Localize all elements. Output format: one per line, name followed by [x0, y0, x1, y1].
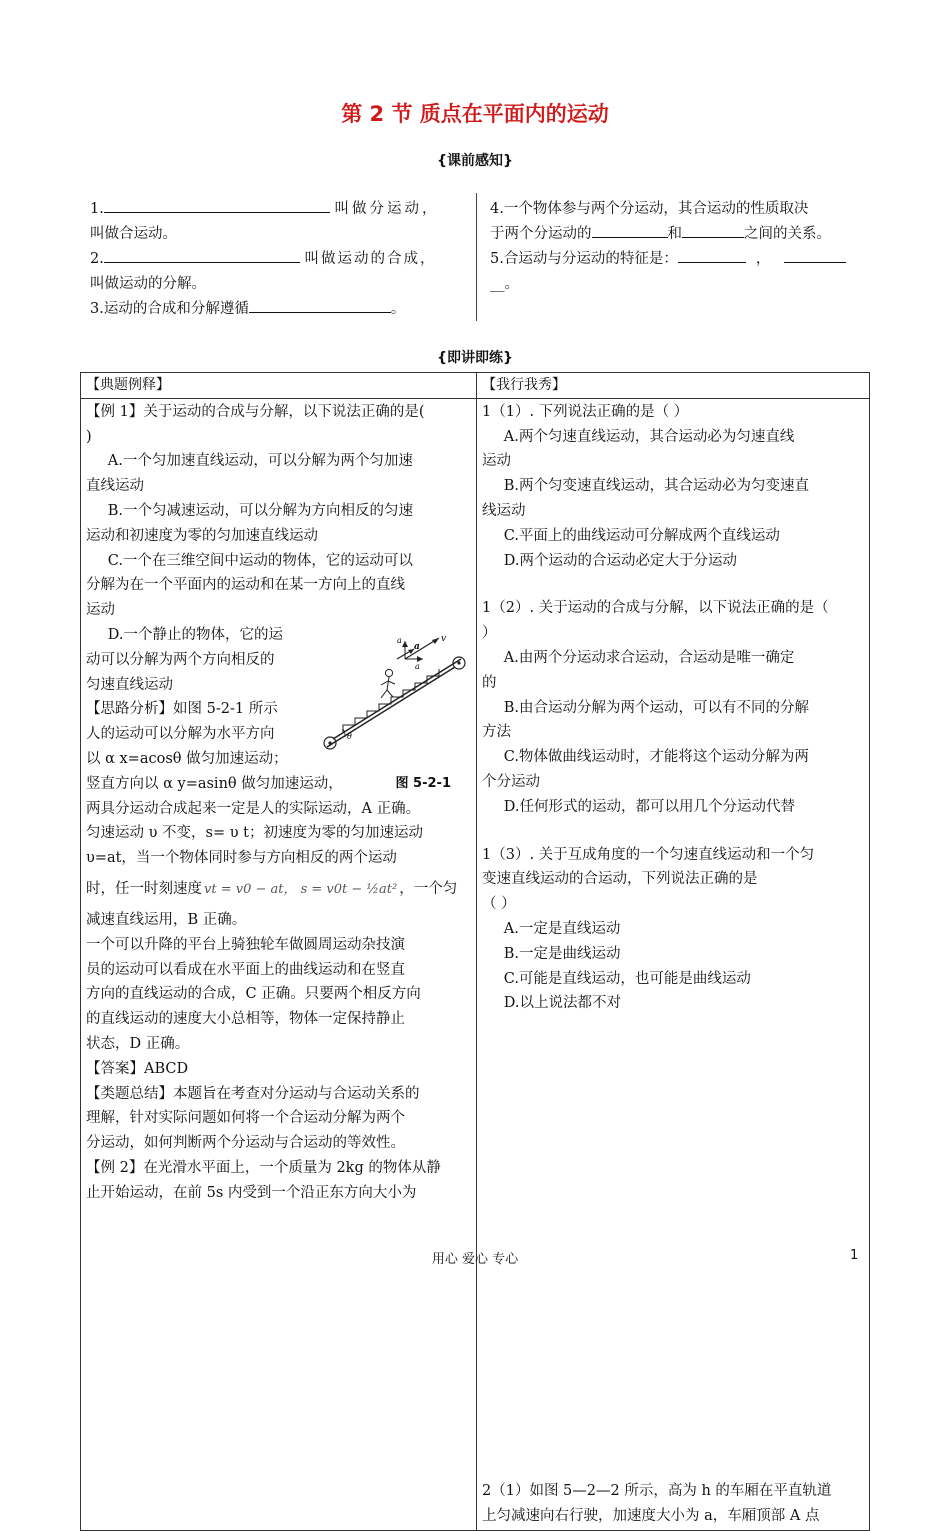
- example-line: 止开始运动，在前 5s 内受到一个沿正东方向大小为: [86, 1184, 417, 1201]
- page-footer: 用心 爱心 专心: [431, 1252, 519, 1267]
- example-line: υ=at，当一个物体同时参与方向相反的两个运动: [86, 850, 397, 867]
- practice-line: 1（2）. 关于运动的合成与分解，以下说法正确的是（: [482, 600, 829, 617]
- practice-line: 1（3）. 关于互成角度的一个匀速直线运动和一个匀: [482, 846, 815, 863]
- example-line: 匀速运动 υ 不变，s= υ t；初速度为零的匀加速运动: [86, 825, 423, 842]
- practice-line: 的: [482, 674, 497, 691]
- example-line: 运动: [86, 602, 115, 619]
- answer-blank[interactable]: [104, 248, 300, 263]
- answer-blank[interactable]: [784, 248, 846, 263]
- example-line: 【答案】ABCD: [86, 1060, 189, 1077]
- example-line: 一个可以升降的平台上骑独轮车做圆周运动杂技演: [86, 936, 405, 953]
- examples-cell: [81, 398, 477, 1530]
- question-3: 3.运动的合成和分解遵循 。: [90, 297, 450, 322]
- example-line: 运动和初速度为零的匀加速直线运动: [86, 527, 318, 544]
- answer-blank[interactable]: [592, 223, 668, 238]
- practice-cell: [477, 398, 870, 1530]
- svg-text:v: v: [441, 633, 447, 644]
- practice-line: 方法: [482, 724, 511, 741]
- example-line: 【思路分析】如图 5-2-1 所示: [86, 701, 278, 718]
- svg-text:θ: θ: [347, 731, 352, 741]
- example-line: 的直线运动的速度大小总相等，物体一定保持静止: [86, 1011, 405, 1028]
- svg-text:a: a: [397, 635, 402, 645]
- example-line: ): [86, 428, 92, 445]
- practice-line: D.以上说法都不对: [503, 995, 621, 1012]
- practice-line: 个分运动: [482, 773, 540, 790]
- practice-line: C.平面上的曲线运动可分解成两个直线运动: [503, 527, 780, 544]
- example-line: 减速直线运用，B 正确。: [86, 911, 247, 928]
- question-5-cont: __。: [490, 276, 519, 292]
- practice-line: （ ）: [482, 896, 516, 913]
- practice-line: 上匀减速向右行驶，加速度大小为 a，车厢顶部 A 点: [482, 1507, 820, 1524]
- practice-line: A.由两个分运动求合运动，合运动是唯一确定: [503, 649, 795, 666]
- preview-right-column: [490, 197, 870, 297]
- practice-line: A.一定是直线运动: [503, 920, 621, 937]
- example-line: 分运动，如何判断两个分运动与合运动的等效性。: [86, 1135, 405, 1152]
- example-line: 两具分运动合成起来一定是人的实际运动，A 正确。: [86, 800, 421, 817]
- question-4-cont: 于两个分运动的 和 之间的关系。: [490, 222, 870, 247]
- example-line: 动可以分解为两个方向相反的: [86, 651, 275, 668]
- example-line: 分解为在一个平面内的运动和在某一方向上的直线: [86, 577, 405, 594]
- page-number: 1: [850, 1248, 859, 1263]
- answer-blank[interactable]: [678, 248, 746, 263]
- example-line: 直线运动: [86, 478, 144, 495]
- example-line: C.一个在三维空间中运动的物体，它的运动可以: [107, 552, 413, 569]
- example-line: 【类题总结】本题旨在考查对分运动与合运动关系的: [86, 1085, 420, 1102]
- question-1-cont: 叫做合运动。: [90, 226, 177, 242]
- practice-line: D.两个运动的合运动必定大于分运动: [503, 552, 737, 569]
- question-2: 2. 叫做运动的合成，: [90, 247, 450, 272]
- question-4: 4.一个物体参与两个分运动，其合运动的性质取决: [490, 201, 809, 217]
- example-line: 【例 1】关于运动的合成与分解，以下说法正确的是(: [86, 403, 425, 420]
- example-line: 匀速直线运动: [86, 676, 173, 693]
- answer-blank[interactable]: [104, 198, 330, 213]
- practice-line: ）: [482, 625, 497, 642]
- example-line: 人的运动可以分解为水平方向: [86, 726, 275, 743]
- example-line: 【例 2】在光滑水平面上，一个质量为 2kg 的物体从静: [86, 1159, 441, 1176]
- practice-line: A.两个匀速直线运动，其合运动必为匀速直线: [503, 428, 795, 445]
- example-line: D.一个静止的物体，它的运: [107, 626, 283, 643]
- figure-caption: 图 5-2-1: [395, 775, 451, 791]
- example-line: 竖直方向以 α y=asinθ 做匀加速运动， 图 5-2-1: [86, 772, 471, 797]
- preview-heading: {课前感知}: [437, 153, 513, 169]
- velocity-formula: vt = v0 − at， s = v0t − ½at²: [204, 881, 398, 897]
- example-line: 理解，针对实际问题如何将一个合运动分解为两个: [86, 1110, 405, 1127]
- page-title: 第 2 节 质点在平面内的运动: [341, 102, 609, 126]
- practice-line: 1（1）. 下列说法正确的是（ ）: [482, 403, 689, 420]
- answer-blank[interactable]: [682, 223, 744, 238]
- svg-text:a: a: [414, 641, 420, 652]
- preview-left-column: [90, 197, 450, 322]
- practice-table: [80, 372, 870, 1531]
- question-1: 1. 叫做分运动，: [90, 197, 450, 222]
- example-line: 员的运动可以看成在水平面上的曲线运动和在竖直: [86, 961, 405, 978]
- answer-blank[interactable]: [249, 298, 391, 313]
- example-line: B.一个匀减速运动，可以分解为方向相反的匀速: [107, 502, 414, 519]
- question-2-cont: 叫做运动的分解。: [90, 276, 206, 292]
- practice-line: 2（1）如图 5—2—2 所示，高为 h 的车厢在平直轨道: [482, 1483, 832, 1500]
- practice-line: 线运动: [482, 502, 526, 519]
- practice-line: B.两个匀变速直线运动，其合运动必为匀变速直: [503, 478, 810, 495]
- practice-line: 运动: [482, 453, 511, 470]
- column-divider: [476, 193, 477, 321]
- example-line: 以 α x=acosθ 做匀加速运动；: [86, 750, 288, 767]
- examples-header: 【典题例释】: [81, 373, 477, 399]
- practice-heading: {即讲即练}: [437, 350, 513, 366]
- practice-line: 变速直线运动的合运动，下列说法正确的是: [482, 871, 758, 888]
- svg-text:a: a: [415, 661, 420, 671]
- question-5: 5.合运动与分运动的特征是： ，: [490, 247, 870, 272]
- example-line: 时，任一时刻速度 vt = v0 − at， s = v0t − ½at² ，一个匀: [86, 880, 458, 897]
- practice-header: 【我行我秀】: [477, 373, 870, 399]
- example-line: 状态，D 正确。: [86, 1035, 190, 1052]
- escalator-figure: [321, 629, 471, 755]
- example-line: 方向的直线运动的合成，C 正确。只要两个相反方向: [86, 986, 421, 1003]
- practice-line: B.由合运动分解为两个运动，可以有不同的分解: [503, 699, 810, 716]
- example-line: A.一个匀加速直线运动，可以分解为两个匀加速: [107, 453, 413, 470]
- practice-line: B.一定是曲线运动: [503, 945, 621, 962]
- practice-line: C.物体做曲线运动时，才能将这个运动分解为两: [503, 749, 809, 766]
- practice-line: D.任何形式的运动，都可以用几个分运动代替: [503, 798, 795, 815]
- practice-line: C.可能是直线运动，也可能是曲线运动: [503, 970, 751, 987]
